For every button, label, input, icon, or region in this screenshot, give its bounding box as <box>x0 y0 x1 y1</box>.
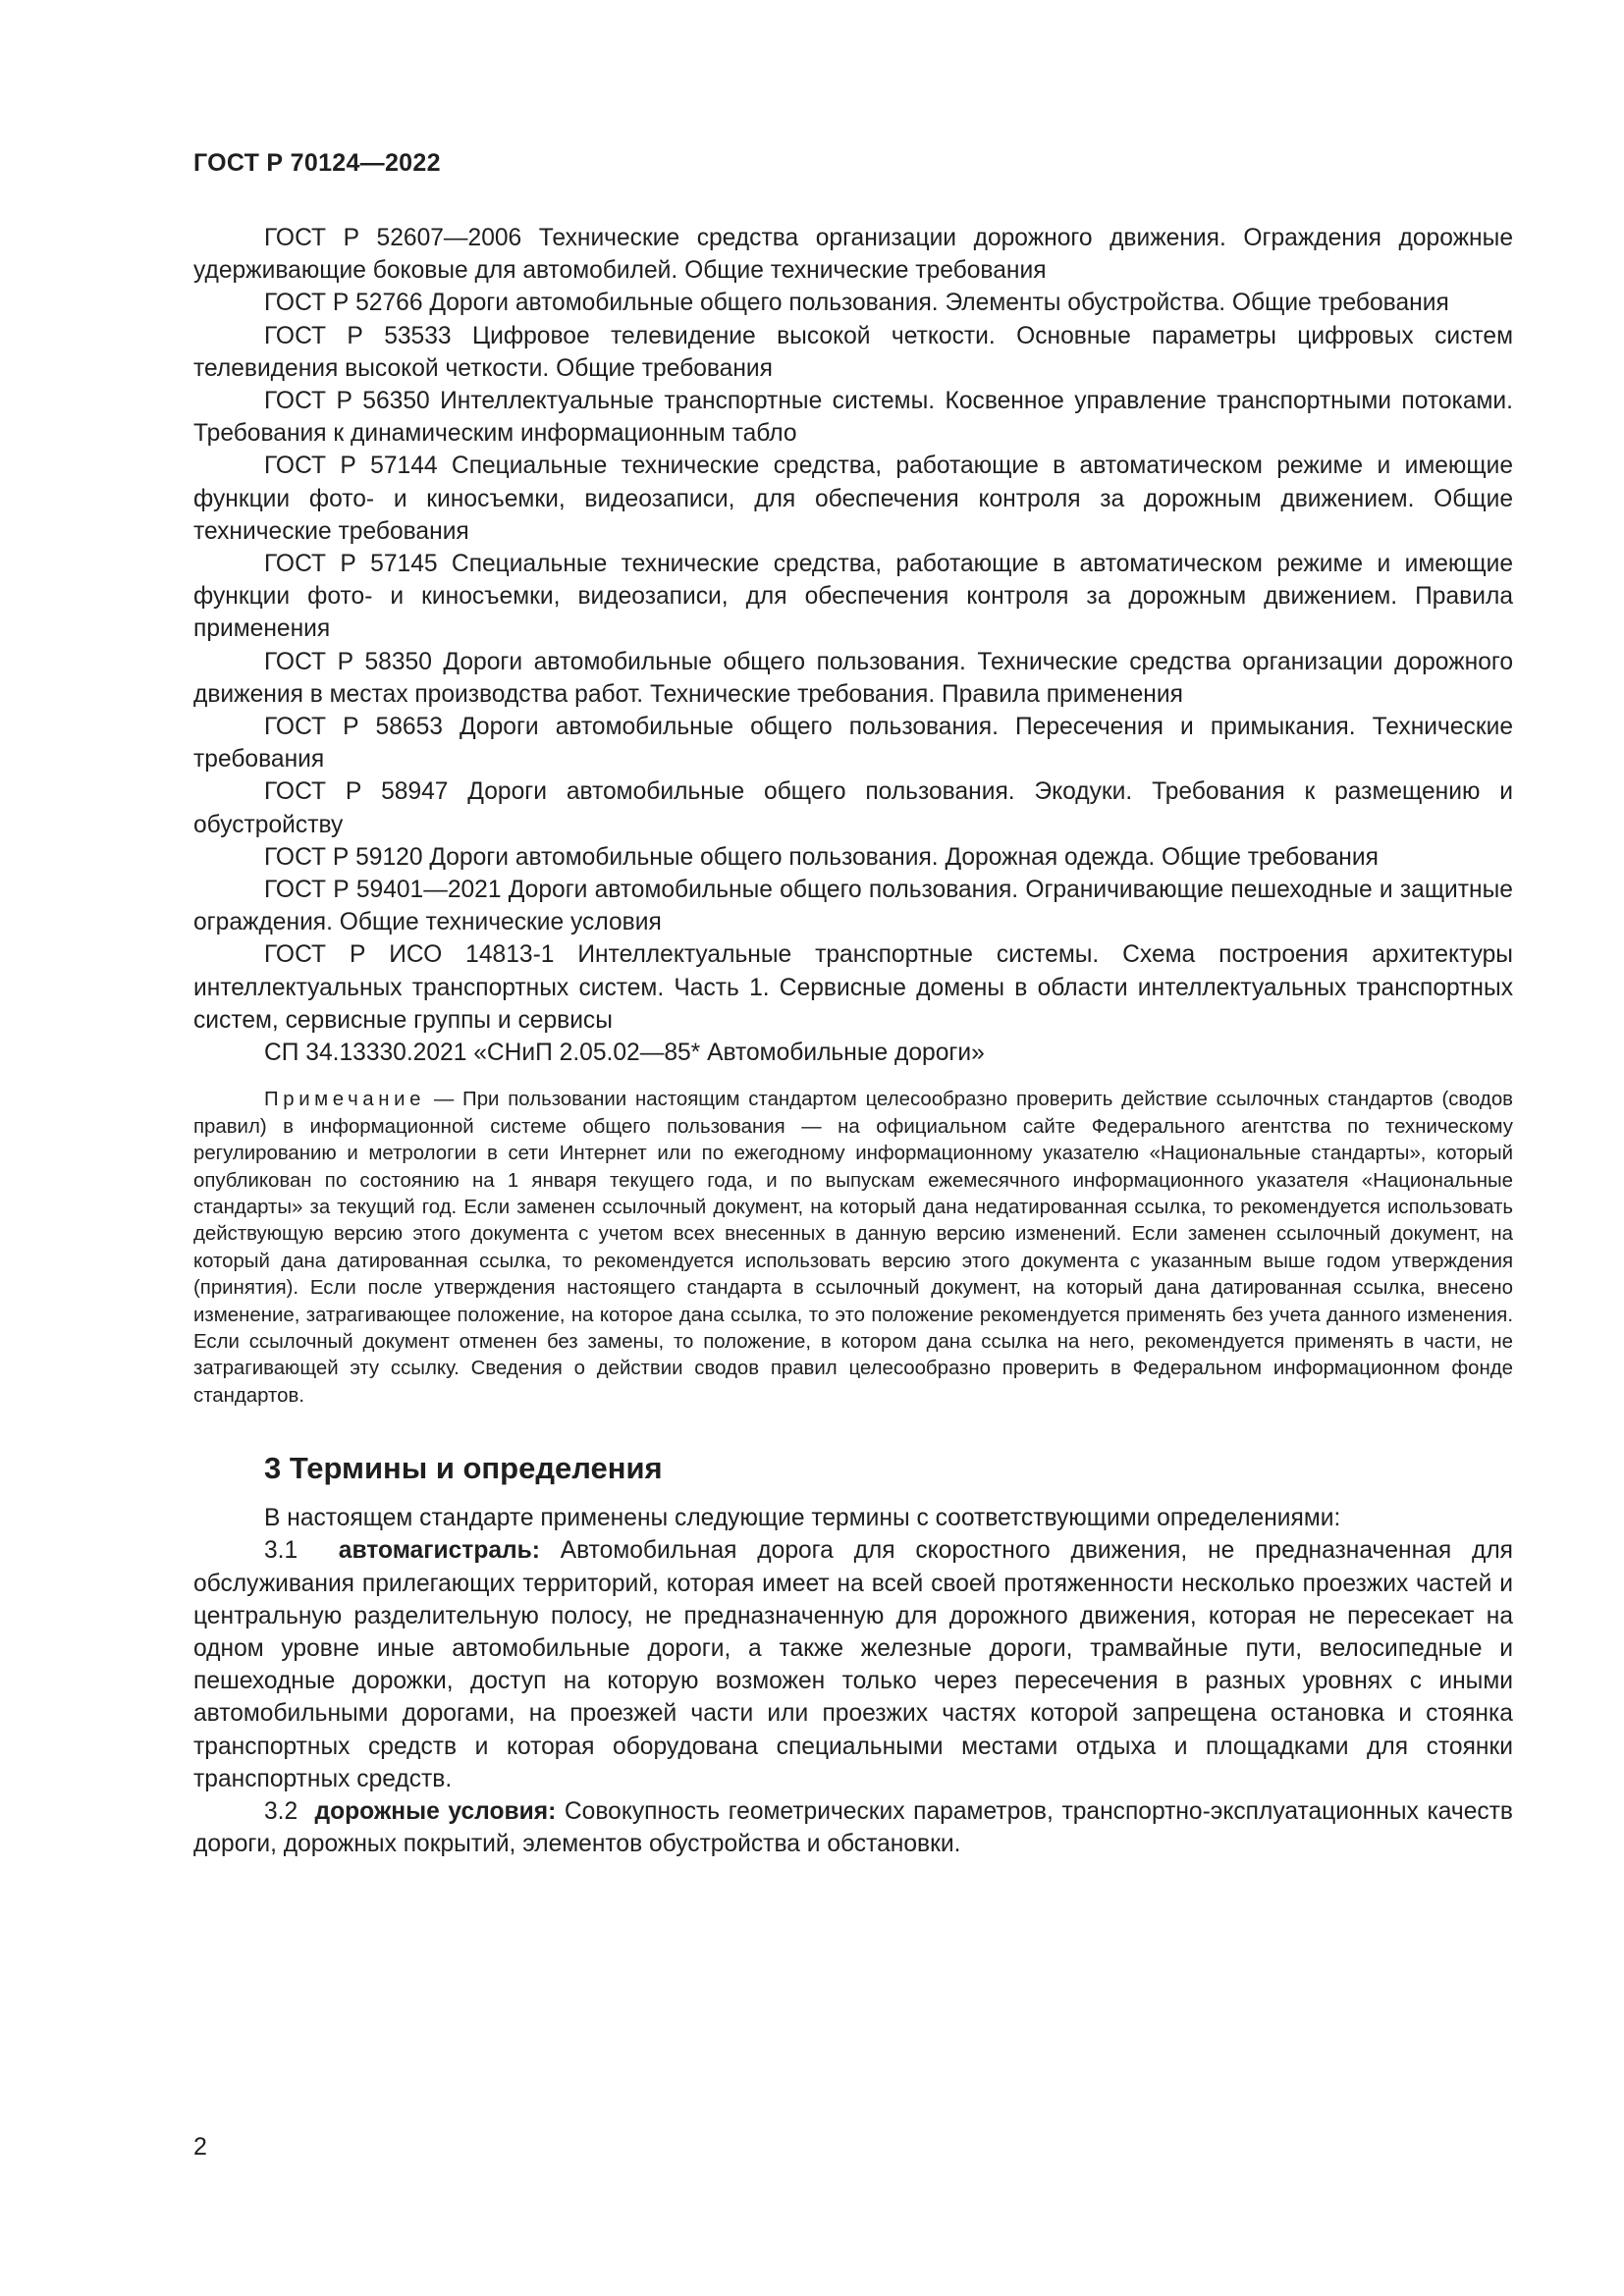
term-definition: Автомобильная дорога для скоростного движения, не предназначенная для обслуживания прилегающих территорий, которая имеет на всей своей протяженности несколько проезжих частей и центральную разделительную полосу, не предназначенную для дорожного движения, которая не пересекает на одном уровне иные автомобильные дороги, а также железные дороги, трамвайные пути, велосипедные и пешеходные дорожки, доступ на которую возможен только через пересечения в разных уровнях с иными автомобильными дорогами, на проезжей части или проезжих частях которой запрещена остановка и стоянка транспортных средств и которая оборудована специальными местами отдыха и площадками для стоянки транспортных средств. <box>193 1537 1513 1792</box>
term-name: автомагистраль: <box>338 1537 540 1565</box>
reference-item: ГОСТ Р 57144 Специальные технические средства, работающие в автоматическом режиме и имеющие функции фото- и киносъемки, видеозаписи, для обеспечения контроля за дорожным движением. Общие технические требования <box>193 453 1513 545</box>
reference-item: ГОСТ Р 58653 Дороги автомобильные общего пользования. Пересечения и примыкания. Технические требования <box>193 714 1513 774</box>
term-number: 3.2 <box>264 1797 298 1825</box>
term-name: дорожные условия: <box>314 1797 557 1825</box>
reference-item: ГОСТ Р 58350 Дороги автомобильные общего пользования. Технические средства организации дорожного движения в местах производства работ. Технические требования. Правила применения <box>193 648 1513 708</box>
reference-item: ГОСТ Р 52766 Дороги автомобильные общего пользования. Элементы обустройства. Общие требования <box>264 290 1449 317</box>
page-number: 2 <box>193 2133 207 2161</box>
reference-item: ГОСТ Р 59120 Дороги автомобильные общего пользования. Дорожная одежда. Общие требования <box>264 843 1379 871</box>
note-label: Примечание <box>264 1089 426 1111</box>
term-definition: Совокупность геометрических параметров, транспортно-эксплуатационных качеств дороги, дорожных покрытий, элементов обустройства и обстановки. <box>193 1797 1513 1858</box>
note-text: — При пользовании настоящим стандартом целесообразно проверить действие ссылочных стандартов (сводов правил) в информационной системе общего пользования — на официальном сайте Федерального агентства по техническому регулированию и метрологии в сети Интернет или по ежегодному информационному указателю «Национальные стандарты», который опубликован по состоянию на 1 января текущего года, и по выпускам ежемесячного информационного указателя «Национальные стандарты» за текущий год. Если заменен ссылочный документ, на который дана недатированная ссылка, то рекомендуется использовать действующую версию этого документа с учетом всех внесенных в данную версию изменений. Если заменен ссылочный документ, на который дана датированная ссылка, то рекомендуется использовать версию этого документа с указанным выше годом утверждения (принятия). Если после утверждения настоящего стандарта в ссылочный документ, на который дана датированная ссылка, внесено изменение, затрагивающее положение, на которое дана ссылка, то это положение рекомендуется применять без учета данного изменения. Если ссылочный документ отменен без замены, то положение, в котором дана ссылка на него, рекомендуется применять в части, не затрагивающей эту ссылку. Сведения о действии сводов правил целесообразно проверить в Федеральном информационном фонде стандартов. <box>193 1089 1513 1407</box>
reference-item: ГОСТ Р 57145 Специальные технические средства, работающие в автоматическом режиме и имеющие функции фото- и киносъемки, видеозаписи, для обеспечения контроля за дорожным движением. Правила применения <box>193 551 1513 643</box>
term-number: 3.1 <box>264 1537 298 1565</box>
reference-item: ГОСТ Р 52607—2006 Технические средства организации дорожного движения. Ограждения дорожные удерживающие боковые для автомобилей. Общие технические требования <box>193 225 1513 285</box>
reference-item: ГОСТ Р 59401—2021 Дороги автомобильные общего пользования. Ограничивающие пешеходные и защитные ограждения. Общие технические условия <box>193 877 1513 936</box>
term-entry <box>193 1795 1513 1860</box>
reference-item: ГОСТ Р 56350 Интеллектуальные транспортные системы. Косвенное управление транспортными потоками. Требования к динамическим информационным табло <box>193 388 1513 448</box>
term-entry <box>193 1534 1513 1795</box>
reference-item: ГОСТ Р 53533 Цифровое телевидение высокой четкости. Основные параметры цифровых систем телевидения высокой четкости. Общие требования <box>193 322 1513 382</box>
reference-item: СП 34.13330.2021 «СНиП 2.05.02—85* Автомобильные дороги» <box>264 1040 985 1067</box>
reference-item: ГОСТ Р 58947 Дороги автомобильные общего пользования. Экодуки. Требования к размещению и обустройству <box>193 778 1513 838</box>
section-title: 3 Термины и определения <box>264 1451 663 1486</box>
reference-note <box>193 1087 1513 1410</box>
document-header: ГОСТ Р 70124—2022 <box>193 149 441 177</box>
section-intro: В настоящем стандарте применены следующие термины с соответствующими определениями: <box>264 1505 1341 1532</box>
page-content <box>193 222 1513 1860</box>
reference-item: ГОСТ Р ИСО 14813-1 Интеллектуальные транспортные системы. Схема построения архитектуры интеллектуальных транспортных систем. Часть 1. Сервисные домены в области интеллектуальных транспортных систем, сервисные группы и сервисы <box>193 941 1513 1034</box>
